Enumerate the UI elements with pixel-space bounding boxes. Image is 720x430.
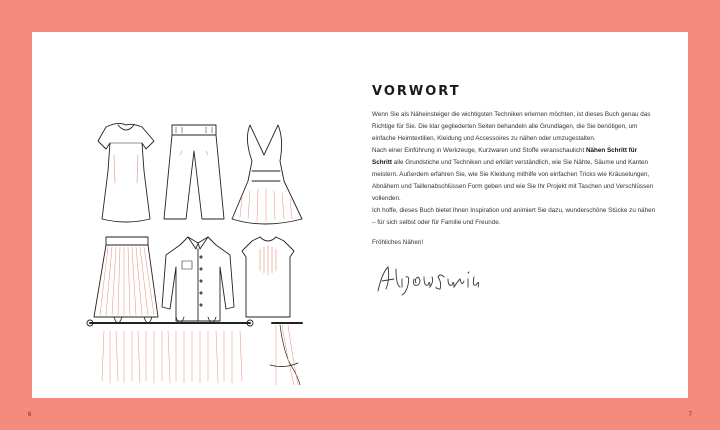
page-content: [32, 32, 688, 398]
preface-text: [372, 109, 657, 249]
shirt-illustration: [162, 237, 234, 321]
page-number-right: 7: [688, 412, 692, 418]
sleeveless-dress-illustration: [232, 125, 302, 224]
sewing-illustrations: [84, 85, 304, 385]
blouse-illustration: [242, 237, 294, 317]
pleated-skirt-illustration: [94, 237, 158, 317]
trousers-illustration: [164, 125, 224, 219]
preface-column: [372, 84, 657, 304]
curtain-illustration: [87, 317, 253, 383]
greeting: Fröhliches Nähen!: [372, 239, 424, 246]
page-title: VORWORT: [372, 84, 461, 99]
dress-illustration: [98, 123, 154, 222]
tieback-curtain-illustration: [270, 323, 302, 385]
book-title-bold: Nähen Schritt für Schritt: [372, 147, 638, 166]
paragraph-content: Nach einer Einführung in Werkzeuge, Kurzwaren und Stoffe veranschaulicht Nähen Schritt für Schritt alle Grundstiche und Techniken und erklärt verständlich, wie Sie Nähte, Säume und Kanten meistern. Außerdem erfahren Sie, wie Sie Kleidung mithilfe von einfachen Tricks wie Kräuselungen, Abnähern und Taillenabschlüssen Form geben und wie Sie Ihr Projekt mit Taschen und Verschlüssen vollenden.: [372, 147, 654, 202]
signature: [372, 259, 492, 299]
page-number-left: 6: [28, 412, 32, 418]
paragraph-closing: Ich hoffe, dieses Buch bietet Ihnen Inspiration und animiert Sie dazu, wunderschöne Stücke zu nähen – für sich selbst oder für Familie und Freunde.: [372, 207, 656, 226]
paragraph-intro: Wenn Sie als Näheinsteiger die wichtigsten Techniken erlernen möchten, ist dieses Buch genau das Richtige für Sie. Die klar gegliederten Seiten behandeln alle Grundlagen, die Sie benötigen, um einfache Heimtextilien, Kleidung und Accessoires zu nähen oder umzugestalten.: [372, 111, 651, 142]
